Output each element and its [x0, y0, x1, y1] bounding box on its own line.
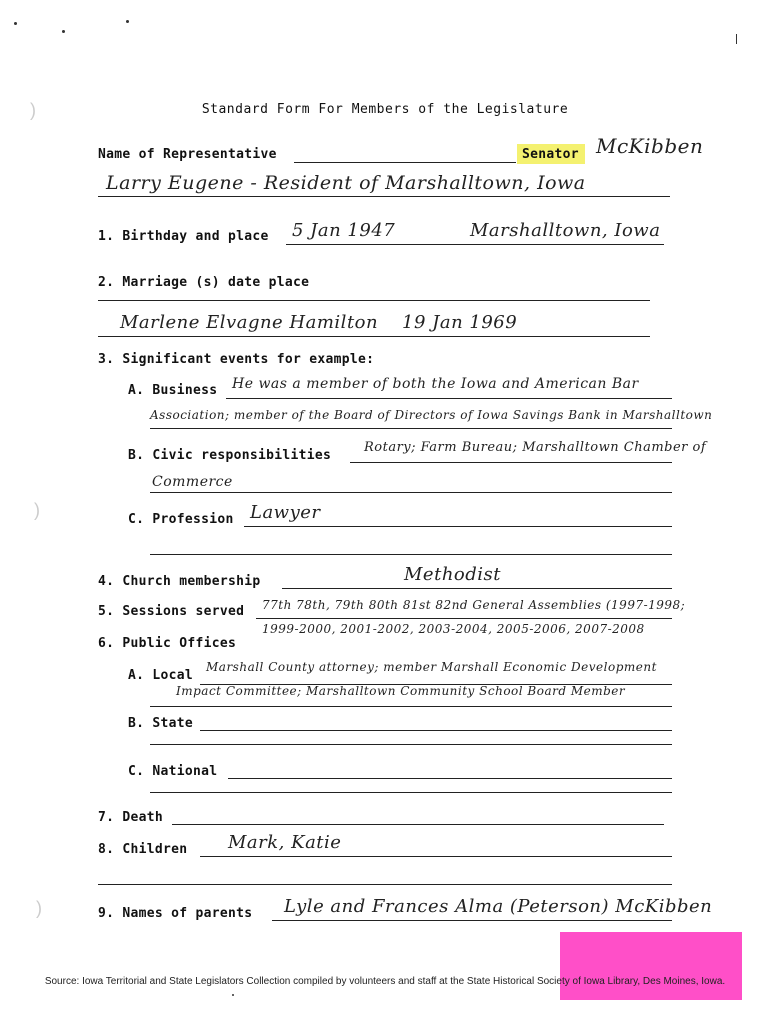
local-underline-2 — [150, 706, 672, 707]
birthday-line — [286, 244, 664, 245]
scan-speck — [14, 22, 17, 25]
local-line-2: Impact Committee; Marshalltown Community School Board Member — [176, 684, 626, 698]
source-citation: Source: Iowa Territorial and State Legislators Collection compiled by volunteers and staff at the State Historical Society of Iowa Library, Des Moines, Iowa. — [44, 976, 726, 987]
profession-underline-2 — [150, 554, 672, 555]
local-label: A. Local — [128, 668, 194, 683]
business-line-1: He was a member of both the Iowa and American Bar — [232, 376, 639, 392]
death-underline — [172, 824, 664, 825]
business-underline-2 — [150, 428, 672, 429]
parents-value: Lyle and Frances Alma (Peterson) McKibben — [284, 896, 713, 917]
church-value: Methodist — [404, 564, 501, 585]
punch-hole-mark: ) — [34, 500, 40, 520]
representative-line — [294, 162, 516, 163]
marriage-line-1 — [98, 300, 650, 301]
marriage-spouse: Marlene Elvagne Hamilton — [120, 312, 379, 333]
birthday-place: Marshalltown, Iowa — [470, 220, 661, 241]
national-underline-2 — [150, 792, 672, 793]
scan-speck — [126, 20, 129, 23]
civic-underline-1 — [350, 462, 672, 463]
sessions-line-2: 1999-2000, 2001-2002, 2003-2004, 2005-2006, 2007-2008 — [262, 622, 645, 636]
scan-speck — [62, 30, 65, 33]
sessions-line-1: 77th 78th, 79th 80th 81st 82nd General Assemblies (1997-1998; — [262, 598, 686, 612]
national-label: C. National — [128, 764, 218, 779]
birthday-label: 1. Birthday and place — [98, 229, 269, 244]
state-label: B. State — [128, 716, 194, 731]
children-underline-2 — [98, 884, 672, 885]
punch-hole-mark: ) — [36, 898, 42, 918]
parents-label: 9. Names of parents — [98, 906, 253, 921]
profession-label: C. Profession — [128, 512, 234, 527]
sessions-underline — [256, 618, 672, 619]
scan-speck — [736, 34, 737, 44]
children-value: Mark, Katie — [228, 832, 342, 853]
sessions-label: 5. Sessions served — [98, 604, 245, 619]
children-underline — [200, 856, 672, 857]
business-underline-1 — [226, 398, 672, 399]
profession-underline — [244, 526, 672, 527]
church-label: 4. Church membership — [98, 574, 261, 589]
civic-line-2: Commerce — [152, 474, 233, 490]
church-underline — [282, 588, 672, 589]
civic-line-1: Rotary; Farm Bureau; Marshalltown Chamber of — [364, 440, 707, 455]
form-title: Standard Form For Members of the Legislature — [201, 102, 569, 117]
business-line-2: Association; member of the Board of Directors of Iowa Savings Bank in Marshalltown — [150, 408, 713, 422]
senator-label: Senator — [522, 147, 579, 162]
state-underline-2 — [150, 744, 672, 745]
representative-name: Larry Eugene - Resident of Marshalltown, Iowa — [106, 172, 586, 194]
business-label: A. Business — [128, 383, 218, 398]
death-label: 7. Death — [98, 810, 164, 825]
marriage-date: 19 Jan 1969 — [402, 312, 518, 333]
scan-speck — [232, 994, 234, 996]
offices-label: 6. Public Offices — [98, 636, 237, 651]
marriage-line-2 — [98, 336, 650, 337]
marriage-label: 2. Marriage (s) date place — [98, 275, 310, 290]
profession-value: Lawyer — [250, 502, 321, 523]
national-underline-1 — [228, 778, 672, 779]
senator-name: McKibben — [596, 134, 704, 158]
birthday-date: 5 Jan 1947 — [292, 220, 396, 241]
civic-label: B. Civic responsibilities — [128, 448, 332, 463]
local-line-1: Marshall County attorney; member Marshall Economic Development — [206, 660, 657, 674]
punch-hole-mark: ) — [30, 100, 36, 120]
parents-underline — [272, 920, 672, 921]
state-underline-1 — [200, 730, 672, 731]
civic-underline-2 — [150, 492, 672, 493]
pink-redaction-block — [560, 932, 742, 1000]
children-label: 8. Children — [98, 842, 188, 857]
name-line — [98, 196, 670, 197]
events-label: 3. Significant events for example: — [98, 352, 375, 367]
representative-label: Name of Representative — [98, 147, 277, 162]
